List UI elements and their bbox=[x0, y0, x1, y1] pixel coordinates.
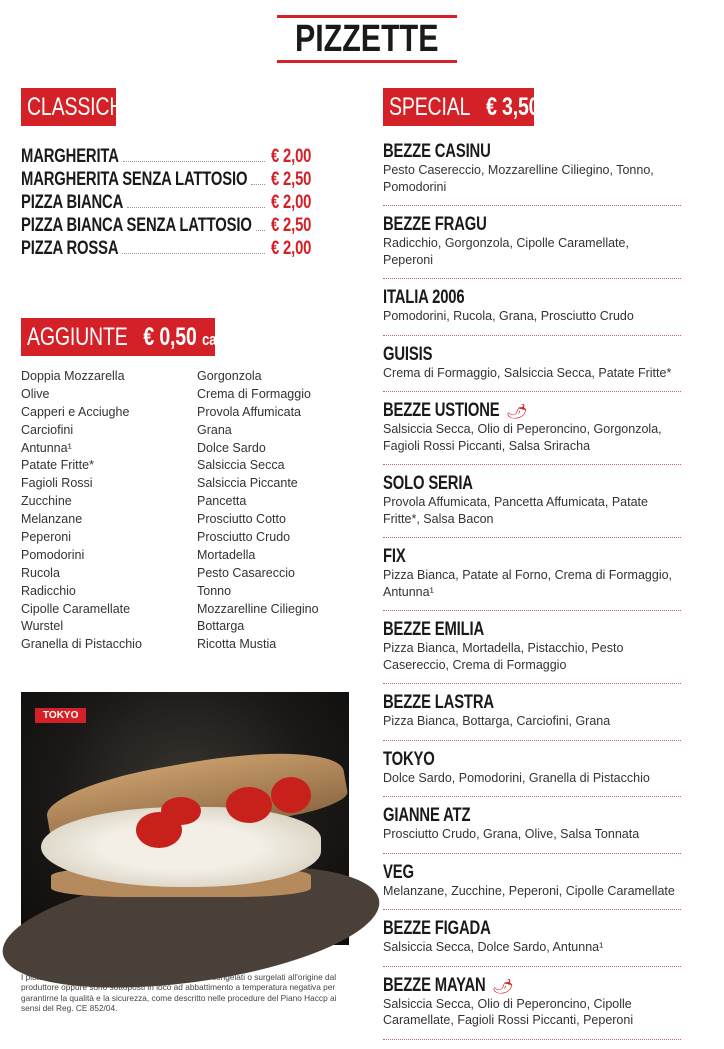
item-price: € 2,00 bbox=[271, 192, 312, 213]
special-item bbox=[383, 919, 681, 967]
item-price: € 2,50 bbox=[271, 215, 312, 236]
special-item-name: BEZZE MAYAN bbox=[383, 974, 486, 996]
special-item-name: SOLO SERIA bbox=[383, 473, 473, 494]
ingredient-item: Zucchine bbox=[21, 494, 72, 509]
menu-item bbox=[21, 146, 321, 169]
leader-dots bbox=[122, 253, 265, 254]
ingredient-item: Grana bbox=[197, 422, 232, 437]
special-item-name: BEZZE CASINU bbox=[383, 141, 491, 162]
special-item-desc: Crema di Formaggio, Salsiccia Secca, Patate Fritte* bbox=[383, 365, 672, 380]
tokyo-photo bbox=[21, 692, 349, 945]
ingredient-item: Prosciutto Cotto bbox=[197, 512, 286, 527]
special-item bbox=[383, 474, 681, 538]
ingredient-item: Mortadella bbox=[197, 547, 256, 562]
ingredient-item: Bottarga bbox=[197, 619, 245, 634]
ingredient-item: Pomodorini bbox=[21, 547, 85, 562]
special-item-desc: Pizza Bianca, Mortadella, Pistacchio, Pesto Casereccio, Crema di Formaggio bbox=[383, 641, 624, 672]
special-item-desc: Provola Affumicata, Pancetta Affumicata, Patate Fritte*, Salsa Bacon bbox=[383, 495, 648, 526]
special-item-name: BEZZE LASTRA bbox=[383, 692, 494, 713]
chili-pepper-icon: 🌶 bbox=[491, 977, 514, 994]
ingredient-item: Carciofini bbox=[21, 422, 74, 437]
ingredient-item: Salsiccia Piccante bbox=[197, 476, 298, 491]
special-item-name: GIANNE ATZ bbox=[383, 805, 471, 826]
item-name: PIZZA BIANCA bbox=[21, 192, 124, 213]
ingredient-item: Provola Affumicata bbox=[197, 404, 301, 419]
ingredient-item: Doppia Mozzarella bbox=[21, 369, 125, 383]
aggiunte-label: AGGIUNTE bbox=[27, 323, 128, 351]
menu-item bbox=[21, 238, 321, 261]
special-item bbox=[383, 142, 681, 206]
ingredient-item: Tonno bbox=[197, 583, 232, 598]
footnote: I piatti o gli ingredienti contrassegnati con " * " sono congelati o surgelati all'origine dal produttore oppure sono sottoposti in loco ad abbattimento a temperatura negativa per garantirne la qualità e la sicurezza, come descritto nelle procedure del Piano Haccp ai sensi del Reg. CE 852/04. bbox=[21, 972, 337, 1013]
special-item-desc: Prosciutto Crudo, Grana, Olive, Salsa Tonnata bbox=[383, 827, 640, 841]
leader-dots bbox=[123, 161, 265, 162]
classiche-label: CLASSICHE bbox=[27, 93, 137, 121]
special-item-name: TOKYO bbox=[383, 748, 435, 770]
ingredient-item: Peperoni bbox=[21, 530, 72, 545]
chili-pepper-icon: 🌶 bbox=[505, 403, 528, 419]
ingredient-item: Patate Fritte* bbox=[21, 458, 94, 473]
special-item-desc: Salsiccia Secca, Dolce Sardo, Antunna¹ bbox=[383, 940, 604, 954]
special-item bbox=[383, 401, 681, 465]
menu-item bbox=[21, 215, 321, 238]
special-item-name: FIX bbox=[383, 546, 406, 567]
aggiunte-badge bbox=[21, 318, 225, 356]
item-price: € 2,00 bbox=[271, 238, 312, 259]
special-item bbox=[383, 547, 681, 611]
ingredient-item: Pesto Casareccio bbox=[197, 565, 295, 580]
special-item-desc: Radicchio, Gorgonzola, Cipolle Caramellate, Peperoni bbox=[383, 236, 629, 267]
item-price: € 2,50 bbox=[271, 169, 312, 190]
item-name: PIZZA BIANCA SENZA LATTOSIO bbox=[21, 215, 252, 236]
ingredient-item: Pancetta bbox=[197, 494, 247, 509]
special-item-desc: Pizza Bianca, Patate al Forno, Crema di Formaggio, Antunna¹ bbox=[383, 568, 673, 599]
ingredient-item: Granella di Pistacchio bbox=[21, 637, 142, 652]
ingredient-item: Gorgonzola bbox=[197, 369, 262, 383]
special-item-desc: Melanzane, Zucchine, Peperoni, Cipolle Caramellate bbox=[383, 883, 675, 898]
special-item bbox=[383, 693, 681, 741]
special-item bbox=[383, 215, 681, 279]
ingredient-item: Mozzarelline Ciliegino bbox=[197, 601, 319, 616]
page-title bbox=[277, 15, 457, 63]
leader-dots bbox=[251, 184, 265, 185]
ingredient-item: Rucola bbox=[21, 565, 60, 580]
ingredient-item: Capperi e Acciughe bbox=[21, 404, 130, 419]
item-name: MARGHERITA SENZA LATTOSIO bbox=[21, 169, 248, 190]
classiche-list bbox=[21, 146, 321, 261]
item-name: PIZZA ROSSA bbox=[21, 238, 119, 259]
ingredient-item: Dolce Sardo bbox=[197, 440, 266, 455]
ingredient-item: Fagioli Rossi bbox=[21, 476, 93, 491]
special-item bbox=[383, 750, 681, 798]
special-list bbox=[383, 142, 681, 1049]
ingredient-item: Salsiccia Secca bbox=[197, 458, 285, 473]
aggiunte-unit: cad bbox=[201, 330, 225, 349]
special-item-desc: Salsiccia Secca, Olio di Peperoncino, Cipolle Caramellate, Fagioli Rossi Piccanti, Peperoni bbox=[383, 996, 634, 1027]
special-item-desc: Dolce Sardo, Pomodorini, Granella di Pistacchio bbox=[383, 770, 650, 785]
item-price: € 2,00 bbox=[271, 146, 312, 167]
special-item-name: ITALIA 2006 bbox=[383, 287, 465, 308]
ingredient-item: Wurstel bbox=[21, 619, 64, 634]
photo-tag: TOKYO bbox=[35, 708, 86, 723]
special-item bbox=[383, 620, 681, 684]
special-item bbox=[383, 288, 681, 336]
ingredient-item: Melanzane bbox=[21, 512, 83, 527]
special-badge bbox=[383, 88, 540, 126]
classiche-badge bbox=[21, 88, 137, 126]
menu-item bbox=[21, 169, 321, 192]
ingredient-item: Radicchio bbox=[21, 583, 76, 598]
special-item-name: BEZZE FIGADA bbox=[383, 918, 491, 939]
leader-dots bbox=[127, 207, 265, 208]
special-item-desc: Pomodorini, Rucola, Grana, Prosciutto Crudo bbox=[383, 309, 634, 323]
special-item-desc: Pizza Bianca, Bottarga, Carciofini, Grana bbox=[383, 714, 611, 728]
special-item-desc: Pesto Casereccio, Mozzarelline Ciliegino, Tonno, Pomodorini bbox=[383, 163, 654, 194]
ingredient-item: Cipolle Caramellate bbox=[21, 601, 131, 616]
special-item bbox=[383, 863, 681, 911]
ingredient-item: Olive bbox=[21, 386, 50, 401]
special-price: € 3,50 bbox=[486, 93, 540, 121]
ingredient-item: Prosciutto Crudo bbox=[197, 530, 291, 545]
special-item-name: BEZZE FRAGU bbox=[383, 214, 487, 235]
aggiunte-price: € 0,50 bbox=[143, 323, 197, 351]
special-item-name: GUISIS bbox=[383, 343, 433, 365]
leader-dots bbox=[256, 230, 265, 231]
ingredient-item: Antunna¹ bbox=[21, 440, 72, 455]
item-name: MARGHERITA bbox=[21, 146, 119, 167]
special-item bbox=[383, 806, 681, 854]
title-text: PIZZETTE bbox=[295, 18, 439, 60]
special-item-name: BEZZE USTIONE bbox=[383, 400, 500, 421]
special-label: SPECIAL bbox=[389, 93, 471, 121]
special-item-name: VEG bbox=[383, 861, 414, 883]
special-item-name: BEZZE EMILIA bbox=[383, 619, 485, 640]
ingredient-item: Ricotta Mustia bbox=[197, 637, 277, 652]
menu-item bbox=[21, 192, 321, 215]
special-item bbox=[383, 976, 681, 1040]
ingredient-item: Crema di Formaggio bbox=[197, 386, 311, 401]
special-item-desc: Salsiccia Secca, Olio di Peperoncino, Gorgonzola, Fagioli Rossi Piccanti, Salsa Sriracha bbox=[383, 422, 662, 453]
special-item bbox=[383, 345, 681, 393]
